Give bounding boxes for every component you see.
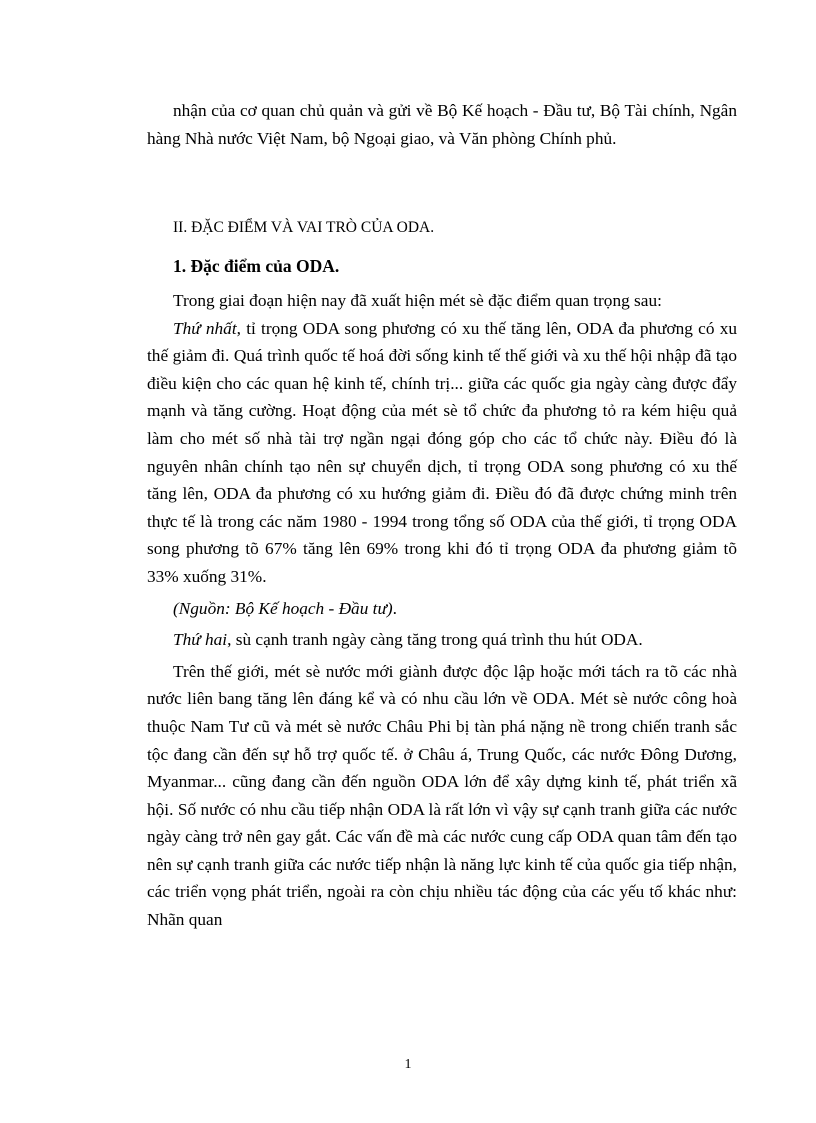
subsection-heading: 1. Đặc điểm của ODA. — [173, 256, 340, 276]
section-heading: II. ĐẶC ĐIỂM VÀ VAI TRÒ CỦA ODA. — [173, 219, 435, 236]
body-block — [147, 287, 737, 934]
first-point-paragraph — [147, 315, 737, 591]
page-number: 1 — [404, 1057, 412, 1072]
first-point-body: , tỉ trọng ODA song phương có xu thế tăng lên, ODA đa phương có xu thế giảm đi. Quá trình quốc tế hoá đời sống kinh tế thế giới và xu thế hội nhập đã tạo điều kiện cho các quan hệ kinh tế, chính trị... giữa các quốc gia ngày càng được đẩy mạnh và tăng cường. Hoạt động của mét sè tổ chức đa phương tỏ ra kém hiệu quả làm cho mét số nhà tài trợ ngần ngại đóng góp cho các tổ chức này. Điều đó là nguyên nhân chính tạo nên sự chuyển dịch, tỉ trọng ODA song phương có xu thế tăng lên, ODA đa phương có xu hướng giảm đi. Điều đó đã được chứng minh trên thực tế là trong các năm 1980 - 1994 trong tổng số ODA của thế giới, tỉ trọng ODA song phương tõ 67% tăng lên 69% trong khi đó tỉ trọng ODA đa phương giảm tõ 33% xuống 31%. — [147, 318, 737, 586]
intro-block — [147, 97, 737, 152]
lead-paragraph: Trong giai đoạn hiện nay đã xuất hiện mét sè đặc điểm quan trọng sau: — [173, 291, 662, 310]
second-point-body: , sù cạnh tranh ngày càng tăng trong quá trình thu hút ODA. — [227, 630, 643, 650]
last-paragraph: Trên thế giới, mét sè nước mới giành được độc lập hoặc mới tách ra tõ các nhà nước liên bang tăng lên đáng kể và có nhu cầu lớn về ODA. Mét sè nước công hoà thuộc Nam Tư cũ và mét sè nước Châu Phi bị tàn phá nặng nề trong chiến tranh sắc tộc đang cần đến sự hỗ trợ quốc tế. ở Châu á, Trung Quốc, các nước Đông Dương, Myanmar... cũng đang cần đến nguồn ODA lớn để xây dựng kinh tế, phát triển xã hội. Số nước có nhu cầu tiếp nhận ODA là rất lớn vì vậy sự cạnh tranh giữa các nước ngày càng trở nên gay gắt. Các vấn đề mà các nước cung cấp ODA quan tâm đến tạo nên sự cạnh tranh giữa các nước tiếp nhận là năng lực kinh tế của quốc gia tiếp nhận, các triển vọng phát triển, ngoài ra còn chịu nhiều tác động của các yếu tố khác như: Nhãn quan — [147, 661, 737, 930]
second-point-paragraph — [147, 626, 737, 654]
intro-paragraph: nhận của cơ quan chủ quản và gửi về Bộ Kế hoạch - Đầu tư, Bộ Tài chính, Ngân hàng Nhà nước Việt Nam, bộ Ngoại giao, và Văn phòng Chính phủ. — [147, 101, 737, 148]
source-note-paragraph — [147, 595, 737, 623]
second-point-lead: Thứ hai — [173, 630, 228, 650]
source-note: (Nguồn: Bộ Kế hoạch - Đầu tư) — [173, 598, 393, 618]
first-point-lead: Thứ nhất — [173, 318, 237, 338]
source-note-end: . — [392, 598, 397, 618]
